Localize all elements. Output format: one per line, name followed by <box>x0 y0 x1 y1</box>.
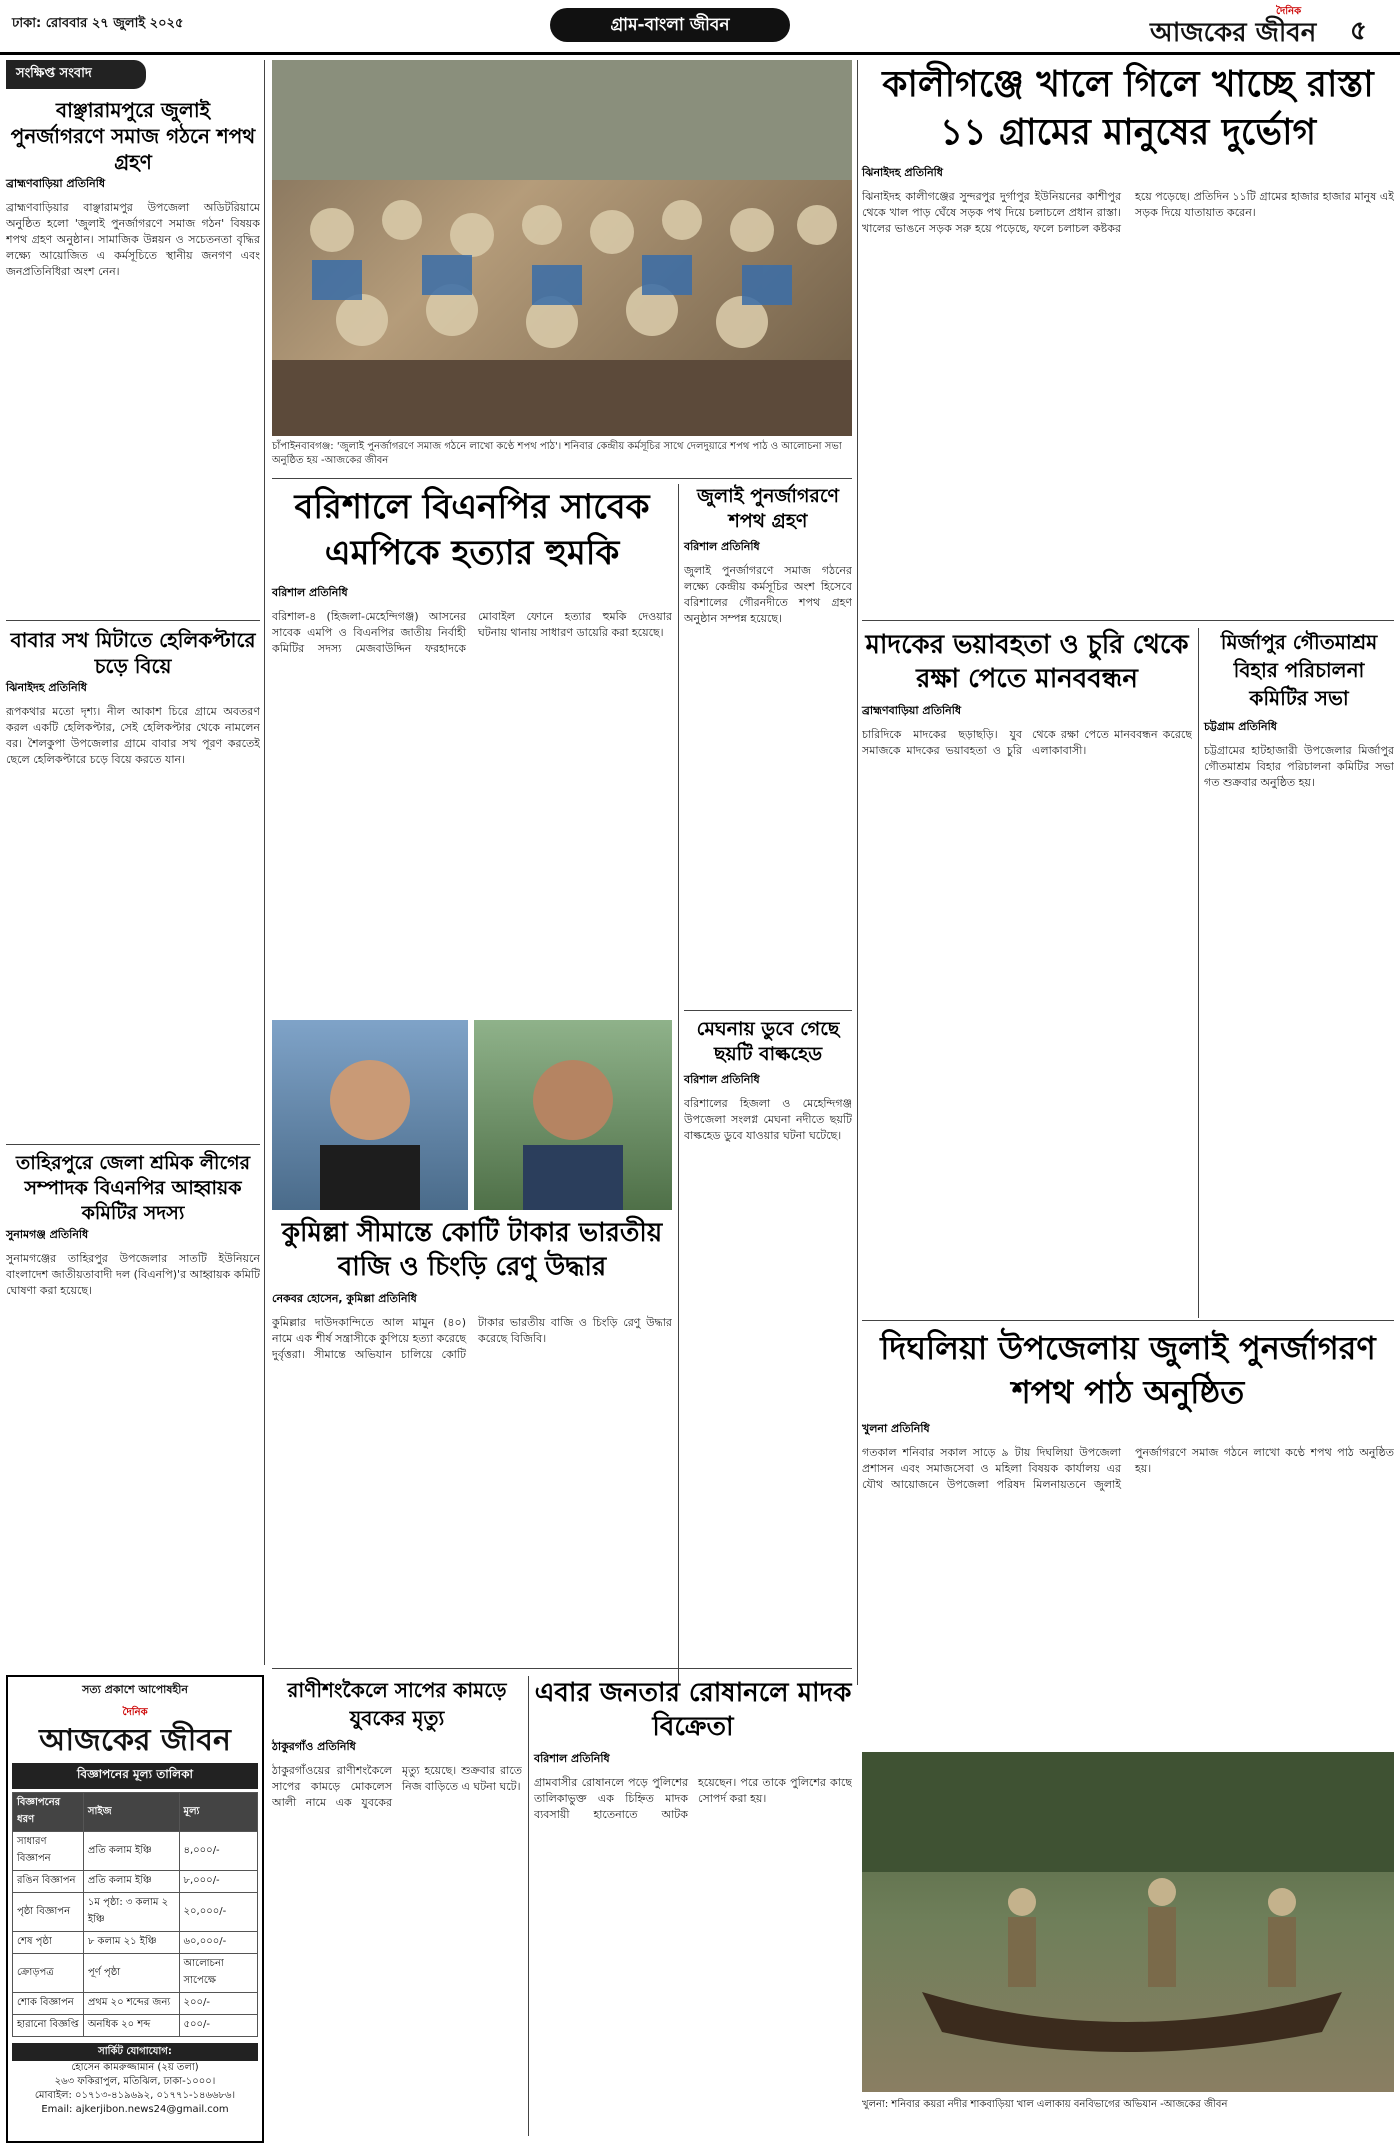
oath-crowd-photo <box>272 60 852 436</box>
rate-row: সাধারণ বিজ্ঞাপন প্রতি কলাম ইঞ্চি ৪,০০০/- <box>13 1832 258 1871</box>
brief-byline-1: ব্রাহ্মণবাড়িয়া প্রতিনিধি <box>6 177 106 190</box>
mirzapur-story <box>1204 628 1394 1318</box>
dighalia-byline: খুলনা প্রতিনিধি <box>862 1422 930 1435</box>
janata-headline: এবার জনতার রোষানলে মাদক বিক্রেতা <box>534 1678 852 1742</box>
lead-headline: কালীগঞ্জে খালে গিলে খাচ্ছে রাস্তা ১১ গ্রামের মানুষের দুর্ভোগ <box>882 63 1374 153</box>
rate-header-price: মূল্য <box>179 1793 257 1832</box>
rate-row: রঙিন বিজ্ঞাপন প্রতি কলাম ইঞ্চি ৮,০০০/- <box>13 1871 258 1893</box>
ad-contact-label: সার্কিট যোগাযোগ: <box>12 2043 258 2061</box>
ad-rate-table <box>12 1792 258 2037</box>
brief-text-1: ব্রাহ্মণবাড়িয়ার বাঞ্ছারামপুর উপজেলা অডিটরিয়ামে অনুষ্ঠিত হলো 'জুলাই পুনর্জাগরণে সমাজ গঠন' বিষয়ক শপথ গ্রহণ অনুষ্ঠান। সামাজিক উন্নয়ন ও সচেতনতা বৃদ্ধির লক্ষ্যে আয়োজিত এ কর্মসূচিতে স্থানীয় জনগণ এবং জনপ্রতিনিধিরা অংশ নেন। <box>6 201 260 278</box>
brief-text-2: রূপকথার মতো দৃশ্য। নীল আকাশ চিরে গ্রামে অবতরণ করল একটি হেলিকপ্টার, সেই হেলিকপ্টার থেকে নামলেন বর। শৈলকুপা উপজেলার গ্রামে বাবার সখ পূরণ করতেই ছেলে হেলিকপ্টারে চড়ে বিয়ে করতে যান। <box>6 705 260 766</box>
mirzapur-byline: চট্টগ্রাম প্রতিনিধি <box>1204 720 1277 733</box>
ad-rate-box <box>6 1675 264 2143</box>
portrait-photo-right <box>474 1020 672 1210</box>
barishal-story <box>272 484 672 1014</box>
masthead-rule <box>0 52 1400 55</box>
section-tab: গ্রাম-বাংলা জীবন <box>550 8 790 42</box>
barishal-headline: বরিশালে বিএনপির সাবেক এমপিকে হত্যার হুমকি <box>294 487 650 573</box>
madok-headline: মাদকের ভয়াবহতা ও চুরি থেকে রক্ষা পেতে মানববন্ধন <box>865 630 1189 694</box>
crowd-illustration <box>272 60 852 436</box>
brief-headline-2: বাবার সখ মিটাতে হেলিকপ্টারে চড়ে বিয়ে <box>6 620 260 679</box>
center-divider-1 <box>272 478 852 479</box>
ad-subtitle: বিজ্ঞাপনের মূল্য তালিকা <box>12 1763 258 1789</box>
rate-row: শোক বিজ্ঞাপন প্রথম ২০ শব্দের জন্য ২০০/- <box>13 1993 258 2015</box>
ad-contact-address: ২৬৩ ফকিরাপুল, মতিঝিল, ঢাকা-১০০০। <box>54 2076 216 2087</box>
meghna-headline: মেঘনায় ডুবে গেছে ছয়টি বাল্কহেড <box>684 1010 852 1067</box>
rate-row: শেষ পৃষ্ঠা ৮ কলাম ২১ ইঞ্চি ৬০,০০০/- <box>13 1932 258 1954</box>
brief-byline-3: সুনামগঞ্জ প্রতিনিধি <box>6 1228 89 1241</box>
mirzapur-headline: মির্জাপুর গৌতমাশ্রম বিহার পরিচালনা কমিটির সভা <box>1220 630 1378 710</box>
july-oath-text: জুলাই পুনর্জাগরণে সমাজ গঠনের লক্ষ্যে কেন্দ্রীয় কর্মসূচির অংশ হিসেবে বরিশালের গৌরনদীতে শপথ গ্রহণ অনুষ্ঠান সম্পন্ন হয়েছে। <box>684 564 852 625</box>
janata-story <box>534 1676 852 2136</box>
madok-story <box>862 628 1192 1288</box>
mirzapur-text: চট্টগ্রামের হাটহাজারী উপজেলার মির্জাপুর গৌতমাশ্রম বিহার পরিচালনা কমিটির সভা গত শুক্রবার অনুষ্ঠিত হয়। <box>1204 744 1394 789</box>
ad-contact-name: হোসেন কামরুজ্জামান (২য় তলা) <box>71 2062 199 2073</box>
boat-photo <box>862 1752 1394 2092</box>
ad-paper-name: আজকের জীবন <box>39 1723 231 1758</box>
portrait-photo-left <box>272 1020 468 1210</box>
ranishankail-headline: রাণীশংকৈলে সাপের কামড়ে যুবকের মৃত্যু <box>287 1678 507 1730</box>
rate-row: হারানো বিজ্ঞপ্তি অনধিক ২০ শব্দ ৫০০/- <box>13 2015 258 2037</box>
rate-header-size: সাইজ <box>83 1793 179 1832</box>
col-divider-right <box>857 60 858 1685</box>
brief-headline-3: তাহিরপুরে জেলা শ্রমিক লীগের সম্পাদক বিএনপির আহ্বায়ক কমিটির সদস্য <box>6 1144 260 1226</box>
oath-photo-caption: চাঁপাইনবাবগঞ্জ: 'জুলাই পুনর্জাগরণে সমাজ গঠনে লাখো কণ্ঠে শপথ পাঠ'। শনিবার কেন্দ্রীয় কর্মসূচির সাথে দেলদুয়ারে শপথ পাঠ ও আলোচনা সভা অনুষ্ঠিত হয় -আজকের জীবন <box>272 441 842 466</box>
ranishankail-text: ঠাকুরগাঁওয়ের রাণীশংকৈলে সাপের কামড়ে মোকলেস আলী নামে এক যুবকের মৃত্যু হয়েছে। শুক্রবার রাতে নিজ বাড়িতে এ ঘটনা ঘটে। <box>272 1764 522 1809</box>
center-divider-2 <box>678 484 679 1684</box>
meghna-story <box>684 1010 852 1660</box>
right-mid-rule <box>862 1320 1394 1321</box>
brief-byline-2: ঝিনাইদহ প্রতিনিধি <box>6 681 87 694</box>
madok-byline: ব্রাহ্মণবাড়িয়া প্রতিনিধি <box>862 704 962 717</box>
ranishankail-byline: ঠাকুরগাঁও প্রতিনিধি <box>272 1740 356 1753</box>
barishal-text: বরিশাল-৪ (হিজলা-মেহেন্দিগঞ্জ) আসনের সাবেক এমপি ও বিএনপির জাতীয় নির্বাহী কমিটির সদস্য মেজবাউদ্দিন ফরহাদকে মোবাইল ফোনে হত্যার হুমকি দেওয়ার ঘটনায় থানায় সাধারণ ডায়েরি করা হয়েছে। <box>272 610 672 655</box>
rate-row: ক্রোড়পত্র পূর্ণ পৃষ্ঠা আলোচনা সাপেক্ষে <box>13 1954 258 1993</box>
dighalia-story <box>862 1326 1394 1746</box>
madok-text: চারিদিকে মাদকের ছড়াছড়ি। যুব সমাজকে মাদকের ভয়াবহতা ও চুরি থেকে রক্ষা পেতে মানববন্ধন করেছে এলাকাবাসী। <box>862 728 1192 757</box>
ad-contact-email: Email: ajkerjibon.news24@gmail.com <box>41 2104 229 2115</box>
ad-contact-phone: মোবাইল: ০১৭১৩-৪১৯৬৯২, ০১৭৭১-১৪৬৬৮৬। <box>34 2090 236 2101</box>
ad-paper-tag: দৈনিক <box>122 1707 148 1718</box>
brief-text-3: সুনামগঞ্জের তাহিরপুর উপজেলার সাতটি ইউনিয়নে বাংলাদেশ জাতীয়তাবাদী দল (বিএনপি)'র আহ্বায়ক কমিটি ঘোষণা করা হয়েছে। <box>6 1252 260 1297</box>
dighalia-text: গতকাল শনিবার সকাল সাড়ে ৯ টায় দিঘলিয়া উপজেলা প্রশাসন এবং সমাজসেবা ও মহিলা বিষয়ক কার্যালয় এর যৌথ আয়োজনে উপজেলা পরিষদ মিলনায়তনে জুলাই পুনর্জাগরণে সমাজ গঠনে লাখো কণ্ঠে শপথ পাঠ অনুষ্ঠিত হয়। <box>862 1446 1394 1491</box>
ad-tagline: সত্য প্রকাশে আপোষহীন <box>82 1683 188 1696</box>
comilla-byline: নেকবর হোসেন, কুমিল্লা প্রতিনিধি <box>272 1292 417 1305</box>
issue-date: ঢাকা: রোববার ২৭ জুলাই ২০২৫ <box>12 16 184 31</box>
meghna-byline: বরিশাল প্রতিনিধি <box>684 1073 760 1086</box>
july-oath-headline: জুলাই পুনর্জাগরণে শপথ গ্রহণ <box>697 485 839 532</box>
masthead <box>0 0 1400 58</box>
rate-row: পৃষ্ঠা বিজ্ঞাপন ১ম পৃষ্ঠা: ৩ কলাম ২ ইঞ্চি ২০,০০০/- <box>13 1893 258 1932</box>
lead-text: ঝিনাইদহ কালীগঞ্জের সুন্দরপুর দুর্গাপুর ইউনিয়নের কাশীপুর থেকে খাল পাড় ঘেঁষে সড়ক পথ দিয়ে চলাচলে প্রধান রাস্তা। খালের ভাঙনে সড়ক সরু হয়ে পড়েছে, ফলে চলাচল কষ্টকর হয়ে পড়েছে। প্রতিদিন ১১টি গ্রামের হাজার হাজার মানুষ এই সড়ক দিয়ে যাতায়াত করেন। <box>862 190 1394 235</box>
comilla-headline: কুমিল্লা সীমান্তে কোটি টাকার ভারতীয় বাজি ও চিংড়ি রেণু উদ্ধার <box>281 1218 663 1282</box>
paper-name: আজকের জীবন <box>1150 18 1317 48</box>
comilla-text: কুমিল্লার দাউদকান্দিতে আল মামুন (৪০) নামে এক শীর্ষ সন্ত্রাসীকে কুপিয়ে হত্যা করেছে দুর্বৃত্তরা। সীমান্তে অভিযান চালিয়ে কোটি টাকার ভারতীয় বাজি ও চিংড়ি রেণু উদ্ধার করেছে বিজিবি। <box>272 1316 672 1361</box>
ad-contact <box>12 2043 258 2117</box>
rate-header-type: বিজ্ঞাপনের ধরণ <box>13 1793 84 1832</box>
july-oath-byline: বরিশাল প্রতিনিধি <box>684 540 760 553</box>
madok-divider <box>1198 628 1199 1318</box>
ranishankail-story <box>272 1676 522 2136</box>
meghna-text: বরিশালের হিজলা ও মেহেন্দিগঞ্জ উপজেলা সংলগ্ন মেঘনা নদীতে ছয়টি বাল্কহেড ডুবে যাওয়ার ঘটনা ঘটেছে। <box>684 1097 852 1142</box>
section-label: সংক্ষিপ্ত সংবাদ <box>6 60 146 89</box>
janata-byline: বরিশাল প্রতিনিধি <box>534 1752 610 1765</box>
barishal-byline: বরিশাল প্রতিনিধি <box>272 586 348 599</box>
paper-tag: দৈনিক <box>1276 6 1302 17</box>
lead-bottom-rule <box>862 620 1394 621</box>
comilla-story <box>272 1216 672 1656</box>
ranishankail-divider <box>528 1676 529 2136</box>
dighalia-headline: দিঘলিয়া উপজেলায় জুলাই পুনর্জাগরণ শপথ পাঠ অনুষ্ঠিত <box>880 1329 1376 1411</box>
lead-byline: ঝিনাইদহ প্রতিনিধি <box>862 166 943 179</box>
boat-photo-caption: খুলনা: শনিবার কয়রা নদীর শাকবাড়িয়া খাল এলাকায় বনবিভাগের অভিযান -আজকের জীবন <box>862 2099 1228 2110</box>
lower-center-rule <box>272 1668 852 1669</box>
left-column <box>6 60 260 1665</box>
janata-text: গ্রামবাসীর রোষানলে পড়ে পুলিশের তালিকাভুক্ত এক চিহ্নিত মাদক ব্যবসায়ী হাতেনাতে আটক হয়েছেন। পরে তাকে পুলিশের কাছে সোপর্দ করা হয়। <box>534 1776 852 1821</box>
page-number: ৫ <box>1350 16 1367 46</box>
brief-headline-1: বাঞ্ছারামপুরে জুলাই পুনর্জাগরণে সমাজ গঠনে শপথ গ্রহণ <box>10 98 256 174</box>
col-divider-left <box>264 60 265 1665</box>
july-oath-story <box>684 484 852 1004</box>
